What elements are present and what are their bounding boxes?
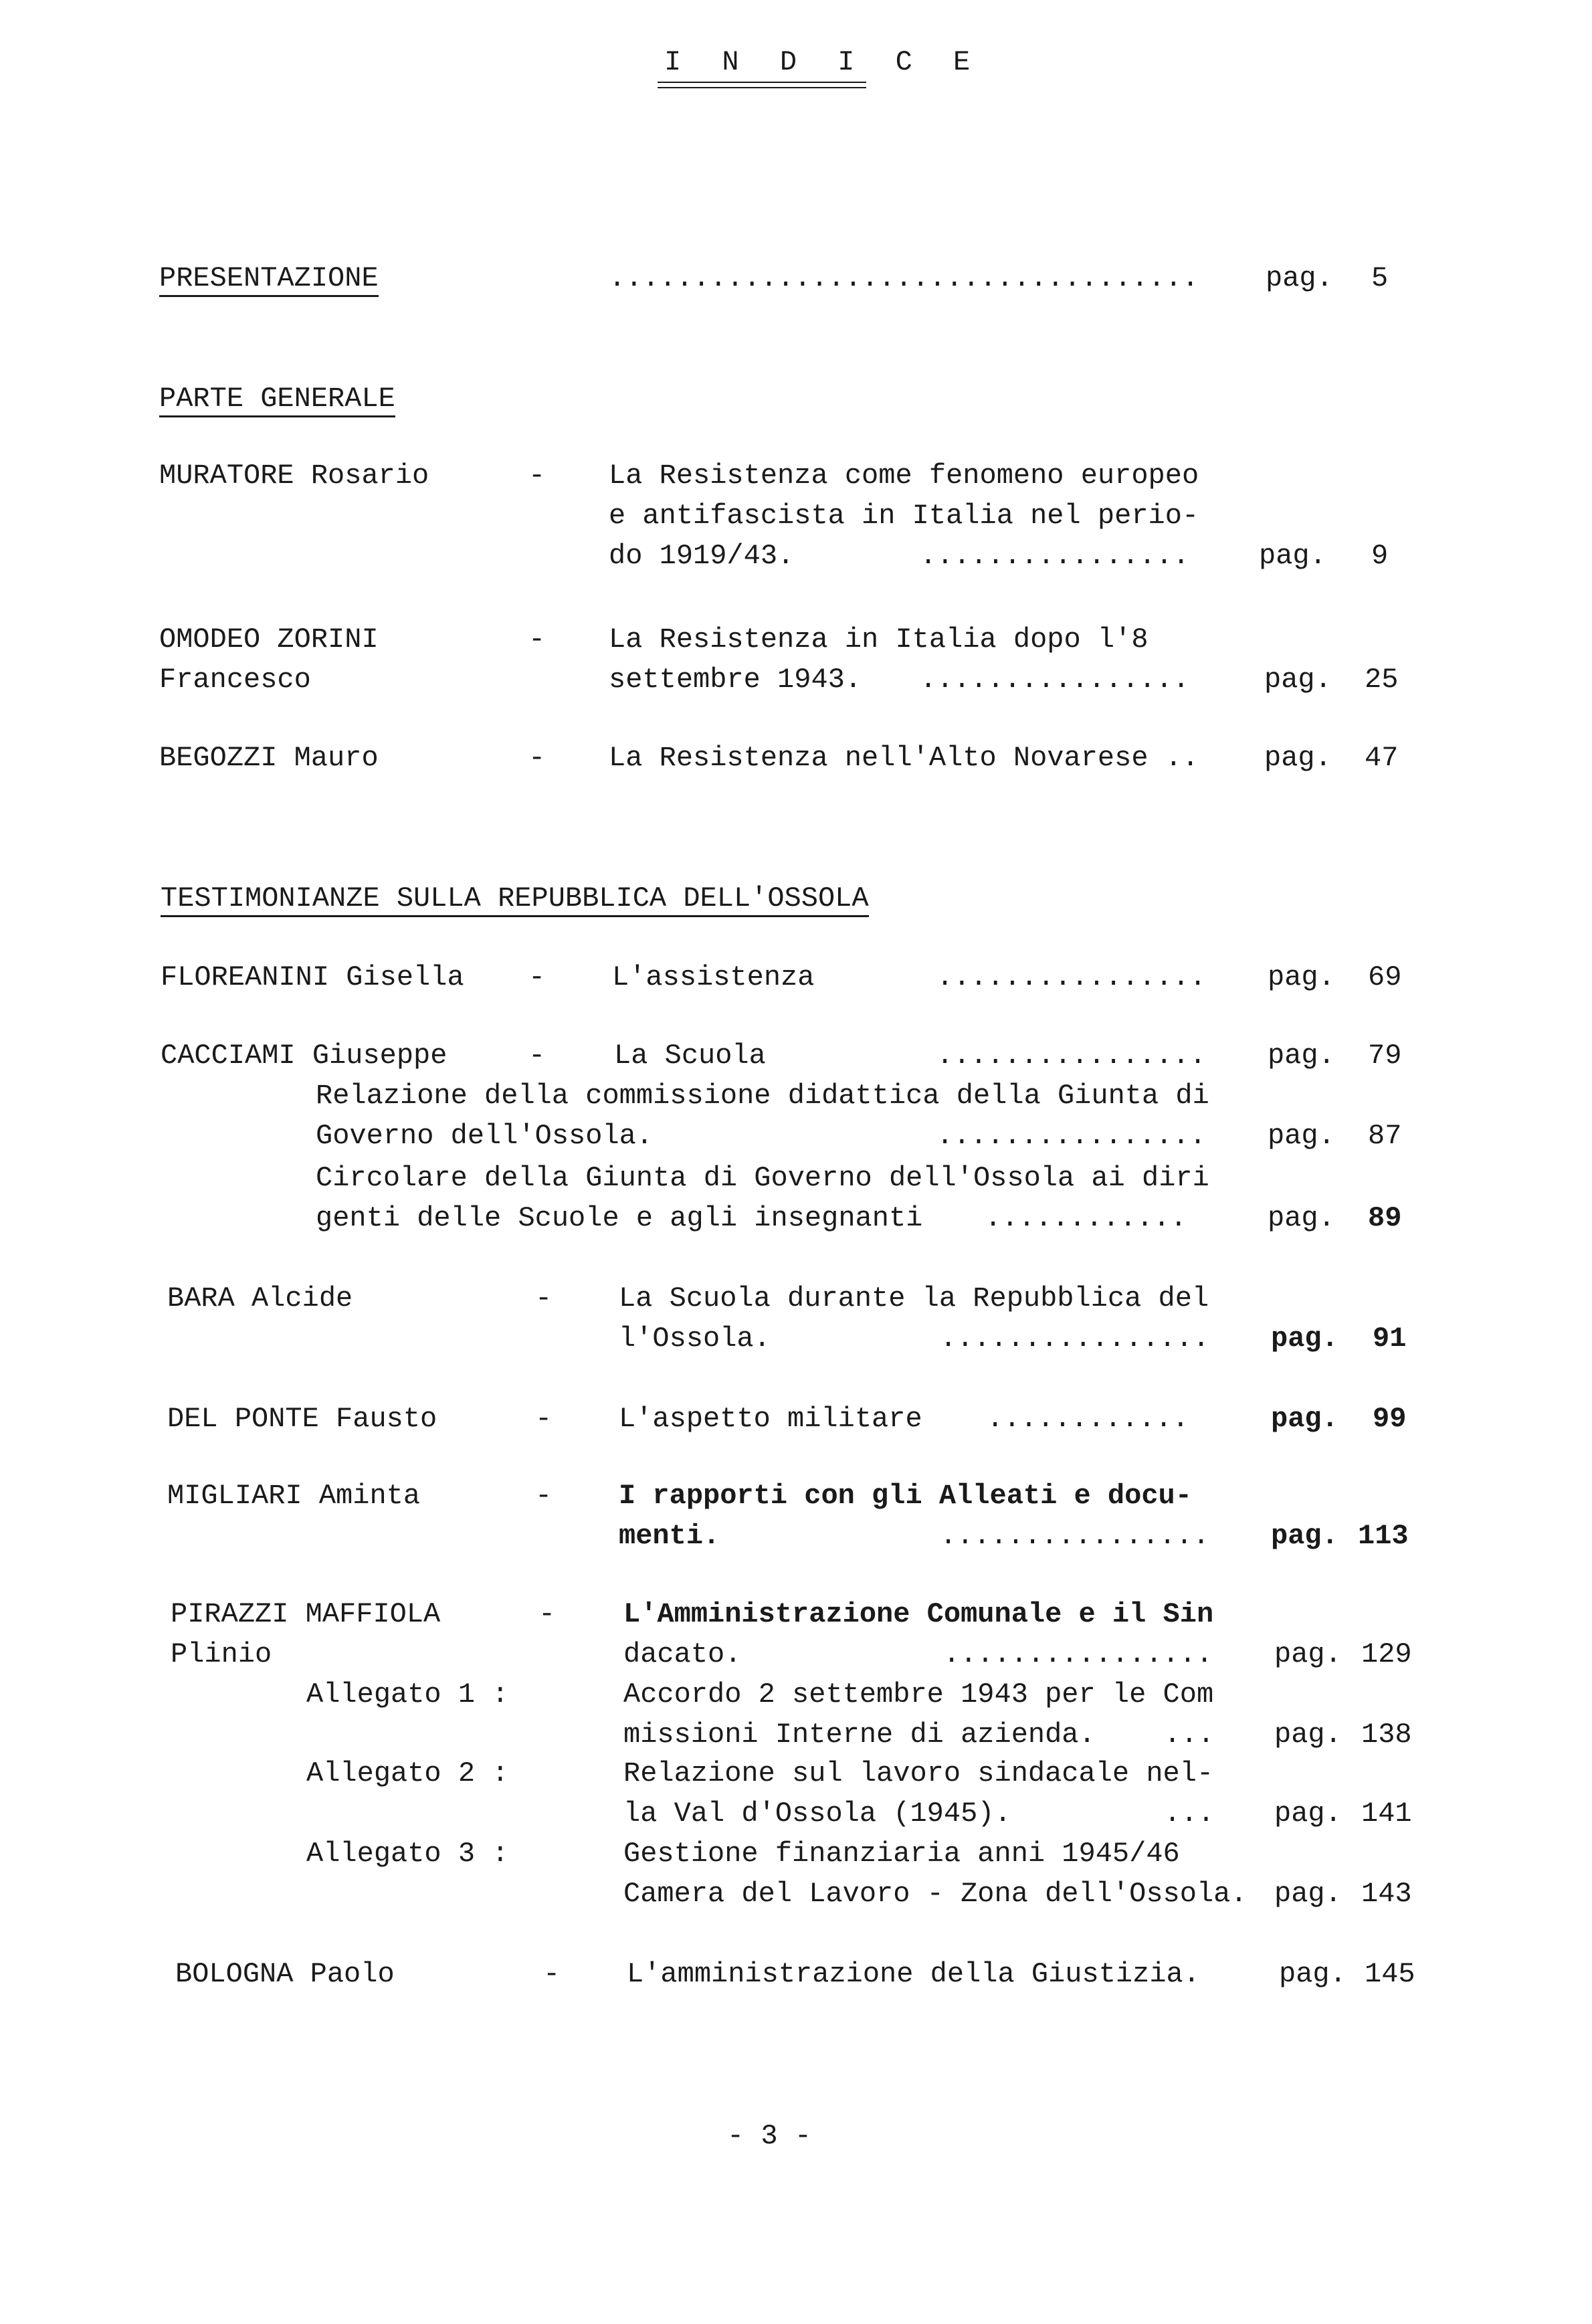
entry-dots: ... bbox=[1164, 1798, 1215, 1830]
page-title: I N D I C E bbox=[664, 46, 983, 78]
entry-title-line: L'aspetto militare bbox=[619, 1403, 922, 1435]
entry-pag: pag. bbox=[1264, 742, 1332, 774]
entry-page-num: 145 bbox=[1365, 1958, 1415, 1990]
entry-dash: - bbox=[538, 1598, 556, 1630]
entry-title-line: L'amministrazione della Giustizia. bbox=[627, 1958, 1200, 1990]
entry-title-line: do 1919/43. bbox=[609, 540, 795, 572]
entry-author: MURATORE Rosario bbox=[159, 460, 429, 492]
entry-title-line: La Resistenza in Italia dopo l'8 bbox=[609, 623, 1149, 656]
entry-pag: pag. bbox=[1271, 1323, 1338, 1355]
entry-author: FLOREANINI Gisella bbox=[161, 961, 464, 993]
allegato-label: Allegato 3 : bbox=[306, 1838, 509, 1870]
title-underline-top bbox=[658, 82, 866, 83]
entry-author: DEL PONTE Fausto bbox=[167, 1403, 437, 1435]
entry-title-line: missioni Interne di azienda. bbox=[623, 1719, 1096, 1751]
entry-author: PIRAZZI MAFFIOLA bbox=[171, 1598, 441, 1630]
entry-page-num: 99 bbox=[1373, 1403, 1407, 1435]
entry-page-num: 129 bbox=[1361, 1638, 1412, 1670]
entry-page-num: 79 bbox=[1368, 1040, 1402, 1072]
entry-page-num: 69 bbox=[1368, 961, 1402, 993]
entry-title-line: genti delle Scuole e agli insegnanti bbox=[316, 1202, 923, 1234]
entry-title-line: Gestione finanziaria anni 1945/46 bbox=[623, 1838, 1180, 1870]
entry-dash: - bbox=[528, 460, 546, 492]
parte-generale-heading: PARTE GENERALE bbox=[159, 385, 395, 417]
entry-dash: - bbox=[535, 1282, 553, 1315]
entry-author: BARA Alcide bbox=[167, 1282, 353, 1315]
entry-pag: pag. bbox=[1264, 664, 1332, 696]
entry-author: OMODEO ZORINI bbox=[159, 623, 379, 656]
presentazione-label: PRESENTAZIONE bbox=[159, 264, 379, 297]
entry-title-line: I rapporti con gli Alleati e docu- bbox=[619, 1480, 1192, 1512]
entry-title-line: La Resistenza nell'Alto Novarese .. bbox=[609, 742, 1199, 774]
entry-title-line: Camera del Lavoro - Zona dell'Ossola. bbox=[623, 1878, 1248, 1910]
entry-pag: pag. bbox=[1271, 1520, 1338, 1552]
page-number: - 3 - bbox=[727, 2120, 812, 2152]
entry-dots: ................ bbox=[936, 1120, 1207, 1152]
entry-title-line: La Resistenza come fenomeno europeo bbox=[609, 460, 1199, 492]
presentazione-pag: pag. bbox=[1266, 262, 1333, 294]
entry-dots: ............ bbox=[987, 1403, 1189, 1435]
entry-pag: pag. bbox=[1271, 1403, 1338, 1435]
testimonianze-heading: TESTIMONIANZE SULLA REPUBBLICA DELL'OSSOLA bbox=[161, 884, 869, 917]
allegato-label: Allegato 2 : bbox=[306, 1757, 509, 1789]
entry-pag: pag. bbox=[1268, 961, 1335, 993]
entry-title-line: La Scuola bbox=[614, 1040, 766, 1072]
entry-pag: pag. bbox=[1274, 1719, 1342, 1751]
entry-dots: ................ bbox=[936, 1040, 1207, 1072]
entry-title-line: Relazione della commissione didattica della Giunta di bbox=[316, 1080, 1209, 1112]
entry-author: Francesco bbox=[159, 664, 311, 696]
entry-author: BOLOGNA Paolo bbox=[175, 1958, 395, 1990]
entry-page-num: 47 bbox=[1365, 742, 1399, 774]
entry-title-line: l'Ossola. bbox=[619, 1323, 771, 1355]
entry-title-line: L'Amministrazione Comunale e il Sin bbox=[623, 1598, 1214, 1630]
presentazione-dots: ................................... bbox=[609, 262, 1199, 294]
entry-pag: pag. bbox=[1274, 1638, 1342, 1670]
entry-dots: ... bbox=[1164, 1719, 1215, 1751]
entry-pag: pag. bbox=[1274, 1878, 1342, 1910]
presentazione-num: 5 bbox=[1371, 262, 1389, 294]
entry-dash: - bbox=[528, 742, 546, 774]
entry-pag: pag. bbox=[1268, 1202, 1335, 1234]
entry-dots: ................ bbox=[920, 664, 1190, 696]
entry-title-line: L'assistenza bbox=[612, 961, 815, 993]
entry-dots: ................ bbox=[940, 1520, 1210, 1552]
entry-dash: - bbox=[528, 1040, 546, 1072]
entry-title-line: menti. bbox=[619, 1520, 720, 1552]
entry-dash: - bbox=[543, 1958, 561, 1990]
entry-title-line: settembre 1943. bbox=[609, 664, 862, 696]
allegato-label: Allegato 1 : bbox=[306, 1678, 509, 1711]
entry-title-line: Governo dell'Ossola. bbox=[316, 1120, 654, 1152]
entry-title-line: e antifascista in Italia nel perio- bbox=[609, 500, 1199, 532]
entry-pag: pag. bbox=[1259, 540, 1326, 572]
entry-title-line: Accordo 2 settembre 1943 per le Com bbox=[623, 1678, 1214, 1711]
entry-page-num: 138 bbox=[1361, 1719, 1412, 1751]
title-underline-bottom bbox=[658, 87, 866, 88]
entry-dots: ................ bbox=[936, 961, 1207, 993]
entry-author: Plinio bbox=[171, 1638, 272, 1670]
entry-dots: ................ bbox=[943, 1638, 1213, 1670]
entry-pag: pag. bbox=[1268, 1120, 1335, 1152]
entry-pag: pag. bbox=[1274, 1798, 1342, 1830]
entry-dash: - bbox=[535, 1403, 553, 1435]
entry-author: CACCIAMI Giuseppe bbox=[161, 1040, 447, 1072]
entry-page-num: 89 bbox=[1368, 1202, 1402, 1234]
entry-dots: ............ bbox=[985, 1202, 1187, 1234]
entry-page-num: 141 bbox=[1361, 1798, 1412, 1830]
entry-page-num: 25 bbox=[1365, 664, 1399, 696]
entry-page-num: 87 bbox=[1368, 1120, 1402, 1152]
entry-title-line: Relazione sul lavoro sindacale nel- bbox=[623, 1757, 1214, 1789]
entry-title-line: dacato. bbox=[623, 1638, 742, 1670]
entry-pag: pag. bbox=[1268, 1040, 1335, 1072]
entry-page-num: 143 bbox=[1361, 1878, 1412, 1910]
entry-title-line: la Val d'Ossola (1945). bbox=[623, 1798, 1011, 1830]
entry-dots: ................ bbox=[940, 1323, 1210, 1355]
entry-dash: - bbox=[535, 1480, 553, 1512]
entry-page-num: 9 bbox=[1371, 540, 1389, 572]
entry-dash: - bbox=[528, 623, 546, 656]
entry-pag: pag. bbox=[1279, 1958, 1347, 1990]
entry-title-line: La Scuola durante la Repubblica del bbox=[619, 1282, 1209, 1315]
entry-dash: - bbox=[528, 961, 546, 993]
entry-page-num: 113 bbox=[1358, 1520, 1409, 1552]
entry-author: MIGLIARI Aminta bbox=[167, 1480, 421, 1512]
entry-dots: ................ bbox=[920, 540, 1190, 572]
entry-page-num: 91 bbox=[1373, 1323, 1407, 1355]
entry-author: BEGOZZI Mauro bbox=[159, 742, 379, 774]
entry-title-line: Circolare della Giunta di Governo dell'Ossola ai diri bbox=[316, 1162, 1209, 1194]
